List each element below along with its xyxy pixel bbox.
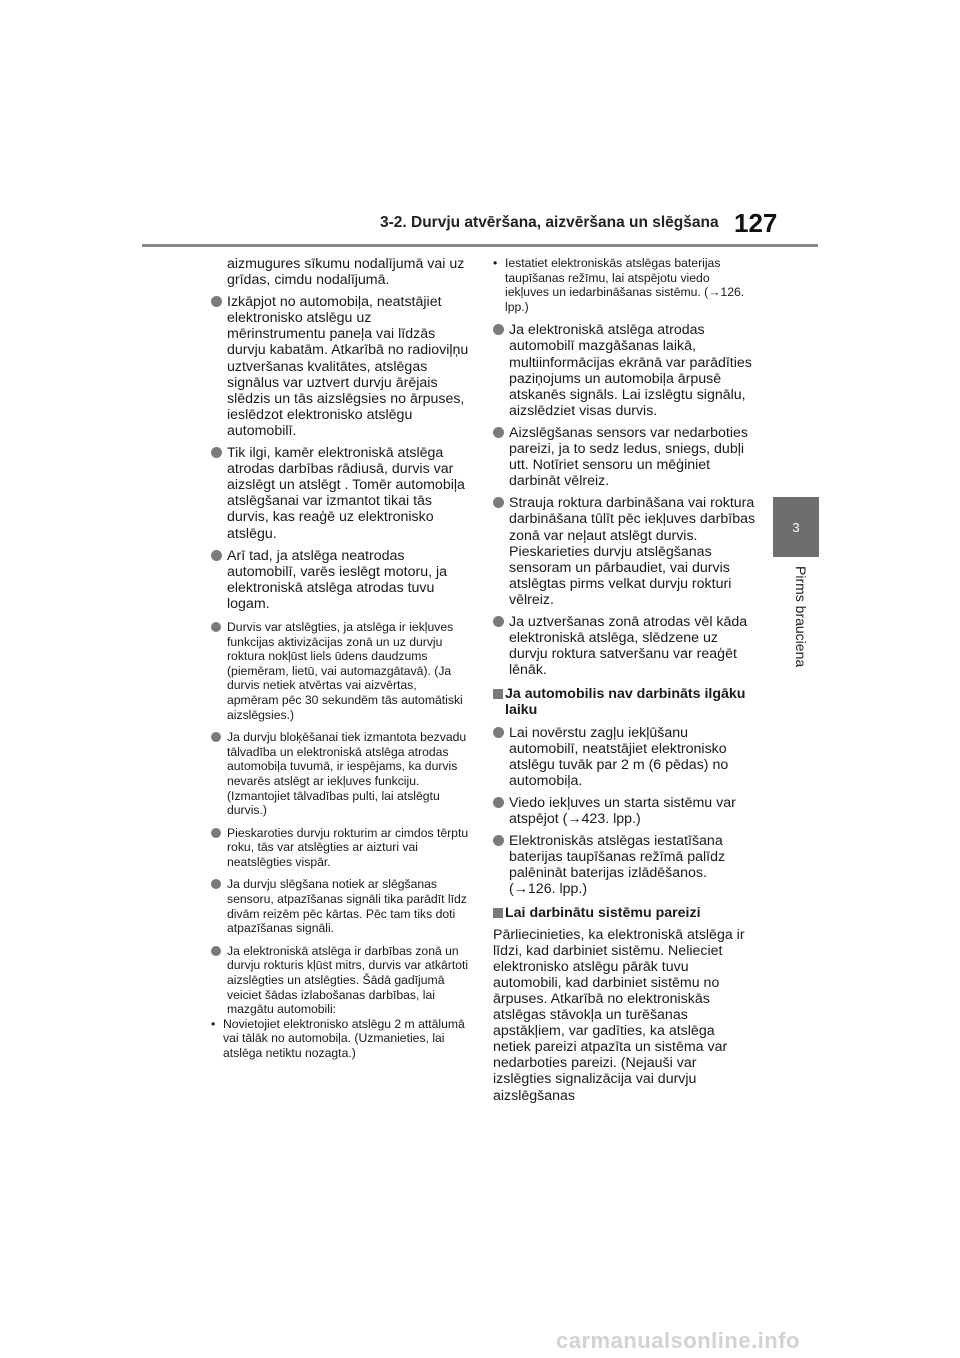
heading-square-icon [493,908,503,918]
bullet-text: Elektroniskās atslēgas iestatīšana baterijas taupīšanas režīmā palīdz palēnināt baterijas izlādēšanos. (→126. lpp.) [509,833,726,898]
left-column [211,256,469,1061]
bullet-dot-icon [211,828,221,838]
note-text: Ja durvju bloķēšanai tiek izmantota bezvadu tālvadība un elektroniskā atslēga atrodas automobiļa tuvumā, ir iespējams, ka durvis nevarēs atslēgt ar iekļuves funkciju. (Izmantojiet tālvadības pulti, lai atslēgtu durvis.) [227,730,467,818]
note-item [211,944,469,1017]
bullet-item [211,445,469,542]
bullet-item [493,495,756,608]
chapter-label: Pirms brauciena [793,566,809,668]
right-column [493,256,756,1104]
bullet-text: Tik ilgi, kamēr elektroniskā atslēga atrodas darbības rādiusā, durvis var aizslēgt un atslēgt . Tomēr automobiļa atslēgšanai var izmantot tikai tās durvis, kas reaģē uz elektronisko atslēgu. [227,445,465,542]
chapter-tab [773,497,819,557]
bullet-text: Strauja roktura darbināšana vai roktura darbināšana tūlīt pēc iekļuves darbības zonā var neļaut atslēgt durvis. Pieskarieties durvju atslēgšanas sensoram un pārbaudiet, vai durvis atslēgtas pirms velkat durvju rokturi vēlreiz. [509,495,756,608]
heading-text: Ja automobilis nav darbināts ilgāku laiku [505,686,746,719]
sub-item-text: Iestatiet elektroniskās atslēgas baterijas taupīšanas režīmu, lai atspējotu viedo iekļuves un iedarbināšanas sistēmu. (→126. lpp.) [505,256,745,314]
bullet-item [493,322,756,419]
bullet-dot-icon [211,732,221,742]
bullet-text: Ja uztveršanas zonā atrodas vēl kāda elektroniskā atslēga, slēdzene uz durvju roktura satveršanu var reaģēt lēnāk. [509,613,748,679]
small-bullet-icon: • [493,256,498,270]
bullet-text: Ja elektroniskā atslēga atrodas automobilī mazgāšanas laikā, multiinformācijas ekrānā var parādīties paziņojums un automobiļa ārpusē atskanēs signāls. Lai izslēgtu signālu, aizslēdziet visas durvis. [509,322,752,419]
bullet-dot-icon [211,447,222,458]
bullet-item [493,614,756,678]
note-text: Durvis var atslēgties, ja atslēga ir iekļuves funkcijas aktivizācijas zonā un uz durvju roktura nokļūst liels ūdens daudzums (piemēram, lietū, vai automazgātavā). (Ja durvis netiek atvērtas vai aizvērtas, apmēram pēc 30 sekundēm tās automātiski aizslēgsies.) [227,619,463,722]
sub-item [211,1017,469,1061]
page-number: 127 [734,208,778,238]
bullet-text: Aizslēgšanas sensors var nedarboties pareizi, ja to sedz ledus, sniegs, dubļi utt. Notīriet sensoru un mēģiniet darbināt vēlreiz. [509,424,748,490]
note-text: Ja durvju slēgšana notiek ar slēgšanas sensoru, atpazīšanas signāli tika parādīt līdz divām reizēm pēc kārtas. Pēc tam tiks doti atpazīšanas signāli. [227,877,467,936]
note-text: Pieskaroties durvju rokturim ar cimdos tērptu roku, tās var atslēgties ar aizturi vai neatslēgties vispār. [227,825,469,869]
bullet-dot-icon [493,497,504,508]
bullet-text: Arī tad, ja atslēga neatrodas automobilī, varēs ieslēgt motoru, ja elektroniskā atslēga atrodas tuvu logam. [227,547,448,612]
bullet-dot-icon [211,296,222,307]
bullet-dot-icon [493,324,504,335]
bullet-item [493,725,756,789]
bullet-dot-icon [493,797,504,808]
sub-item [493,256,756,314]
heading-square-icon [493,689,503,699]
small-bullet-icon: • [211,1016,216,1031]
note-text: Ja elektroniskā atslēga ir darbības zonā un durvju rokturis kļūst mitrs, durvis var atkārtoti aizslēgties un atslēgties. Šādā gadījumā veiciet šādas izlabošanas darbības, lai mazgātu automobili: [227,943,469,1017]
section-heading [493,686,756,718]
note-item [211,826,469,870]
bullet-dot-icon [211,946,221,956]
watermark: carmanualsonline.info [556,1328,800,1353]
bullet-item [211,548,469,612]
bullet-item [211,294,469,439]
bullet-dot-icon [211,879,221,889]
bullet-text: Izkāpjot no automobiļa, neatstājiet elektronisko atslēgu uz mērinstrumentu paneļa vai līdzās durvju kabatām. Atkarībā no radioviļņu uztveršanas kvalitātes, atslēgas signālus var uztvert durvju ārējais slēdzis un tās aizslēgsies no ārpuses, ieslēdzot elektronisko atslēgu automobilī. [227,294,469,439]
section-title: 3-2. Durvju atvēršana, aizvēršana un slēgšana [380,214,719,231]
note-item [211,877,469,935]
bullet-text: Viedo iekļuves un starta sistēmu var atspējot (→423. lpp.) [509,794,736,827]
section-heading [493,905,756,921]
bullet-dot-icon [211,550,222,561]
bullet-dot-icon [493,727,504,738]
bullet-dot-icon [493,427,504,438]
bullet-dot-icon [211,622,221,632]
header-divider [142,244,818,247]
heading-text: Lai darbinātu sistēmu pareizi [505,905,701,922]
continued-text: aizmugures sīkumu nodalījumā vai uz grīdas, cimdu nodalījumā. [227,256,465,289]
bullet-item [493,425,756,489]
bullet-item [493,833,756,897]
bullet-dot-icon [493,835,504,846]
body-paragraph: Pārliecinieties, ka elektroniskā atslēga ir līdzi, kad darbiniet sistēmu. Nelieciet elektronisko atslēgu pārāk tuvu automobili, kad darbiniet sistēmu no ārpuses. Atkarībā no elektroniskās atslēgas stāvokļa un turēšanas apstākļiem, var gadīties, ka atslēga netiek pareizi atpazīta un sistēma var nedarboties pareizi. (Nejauši var izslēgties signalizācija vai durvju aizslēgšanas [493,926,745,1104]
note-item [211,730,469,818]
note-item [211,620,469,722]
chapter-number: 3 [792,519,800,535]
bullet-dot-icon [493,616,504,627]
bullet-text: Lai novērstu zagļu iekļūšanu automobilī, neatstājiet elektronisko atslēgu tuvāk par 2 m (6 pēdas) no automobiļa. [509,724,729,789]
sub-item-text: Novietojiet elektronisko atslēgu 2 m attālumā vai tālāk no automobiļa. (Uzmanieties, lai atslēga netiktu nozagta.) [223,1016,465,1060]
bullet-item [493,795,756,827]
